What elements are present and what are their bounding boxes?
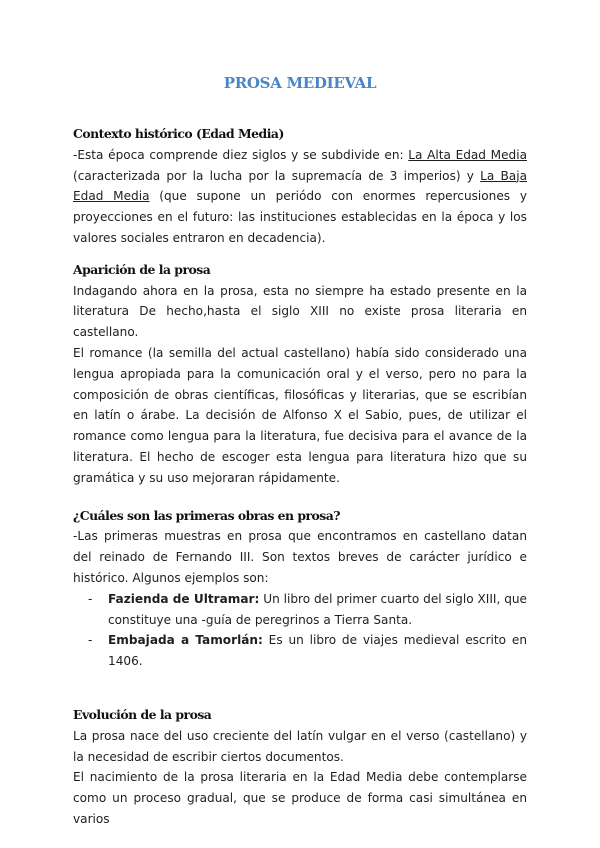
paragraph-text: (caracterizada por la lucha por la supremacía de 3 imperios) y bbox=[73, 168, 481, 183]
page-title: PROSA MEDIEVAL bbox=[223, 74, 377, 92]
spacer bbox=[73, 672, 527, 705]
work-title-fazienda: Fazienda de Ultramar: bbox=[108, 591, 260, 606]
paragraph-primeras-obras: -Las primeras muestras en prosa que encontramos en castellano datan del reinado de Fernando III. Son textos breves de carácter jurídico e histórico. Algunos ejemplos son: bbox=[73, 529, 527, 585]
link-baja-edad-media[interactable]: La Baja Edad Media bbox=[73, 168, 527, 204]
dash-bullet: - bbox=[88, 591, 93, 606]
dash-bullet: - bbox=[88, 633, 93, 648]
heading-evolucion-prosa: Evolución de la prosa bbox=[73, 706, 212, 722]
spacer bbox=[73, 489, 527, 506]
work-description: Es un libro de viajes medieval escrito en 1406. bbox=[108, 633, 527, 669]
paragraph-aparicion-1: Indagando ahora en la prosa, esta no siempre ha estado presente en la literatura De hecho,hasta el siglo XIII no existe prosa literaria en castellano. bbox=[73, 283, 527, 340]
paragraph-contexto bbox=[73, 145, 527, 249]
paragraph-text: (que supone un periódo con enormes repercusiones y proyecciones en el futuro: las instituciones establecidas en la época y los valores sociales entraron en decadencia). bbox=[73, 189, 528, 245]
list-item bbox=[73, 630, 527, 672]
heading-primeras-obras: ¿Cuáles son las primeras obras en prosa? bbox=[73, 507, 341, 523]
heading-aparicion-prosa: Aparición de la prosa bbox=[73, 261, 211, 277]
document-body bbox=[73, 124, 527, 830]
spacer bbox=[73, 249, 527, 260]
paragraph-evolucion-1: La prosa nace del uso creciente del latín vulgar en el verso (castellano) y la necesidad de escribir ciertos documentos. bbox=[73, 728, 527, 764]
work-description: Un libro del primer cuarto del siglo XIII, que constituye una -guía de peregrinos a Tierra Santa. bbox=[108, 591, 527, 627]
paragraph-aparicion-2: El romance (la semilla del actual castellano) había sido considerado una lengua apropiada para la comunicación oral y el verso, pero no para la composición de obras científicas, filosóficas y literarias, que se escribían en latín o árabe. La decisión de Alfonso X el Sabio, pues, de utilizar el romance como lengua para la literatura, fue decisiva para el avance de la literatura. El hecho de escoger esta lengua para literatura hizo que su gramática y su uso mejoraran rápidamente. bbox=[73, 345, 527, 485]
work-title-embajada: Embajada a Tamorlán: bbox=[108, 633, 263, 648]
works-list bbox=[73, 589, 527, 672]
paragraph-text: -Esta época comprende diez siglos y se subdivide en: bbox=[73, 147, 409, 162]
heading-contexto-historico: Contexto histórico (Edad Media) bbox=[73, 126, 284, 141]
link-alta-edad-media[interactable]: La Alta Edad Media bbox=[408, 147, 527, 162]
list-item bbox=[73, 589, 527, 631]
paragraph-evolucion-2: El nacimiento de la prosa literaria en la Edad Media debe contemplarse como un proceso gradual, que se produce de forma casi simultánea en varios bbox=[73, 770, 527, 826]
